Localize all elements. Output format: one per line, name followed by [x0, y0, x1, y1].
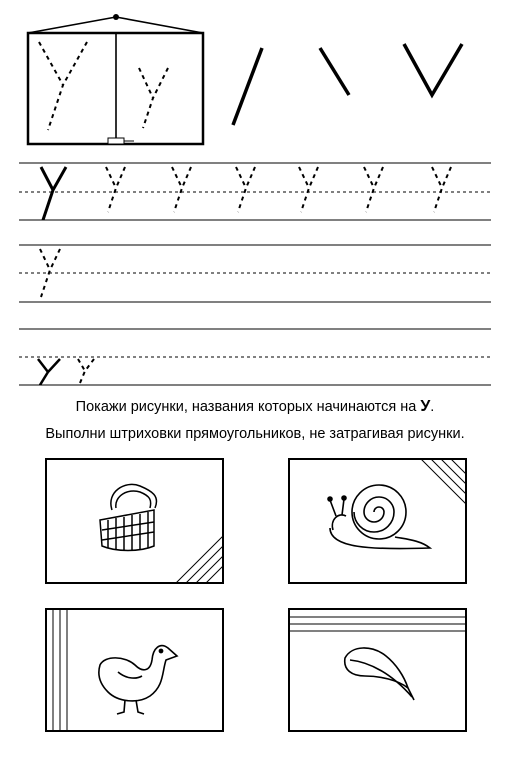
dotted-uppercase-letter — [39, 42, 87, 130]
writing-lines — [19, 163, 491, 385]
instruction-letter: У — [420, 398, 431, 415]
tracing-row-3 — [38, 359, 94, 385]
picture-card-3[interactable] — [46, 609, 223, 731]
instruction-line-2: Выполни штриховки прямоугольников, не затрагивая рисунки. — [45, 426, 465, 442]
instruction-line-1: Покажи рисунки, названия которых начинаются на У. — [75, 398, 435, 415]
tracing-row-1 — [41, 167, 451, 220]
picture-card-4[interactable] — [289, 609, 466, 731]
picture-card-1[interactable] — [46, 459, 223, 583]
letter-board — [28, 14, 203, 144]
stroke-elements — [233, 44, 462, 125]
dotted-lowercase-letter — [139, 68, 168, 128]
picture-card-2[interactable] — [289, 459, 466, 583]
